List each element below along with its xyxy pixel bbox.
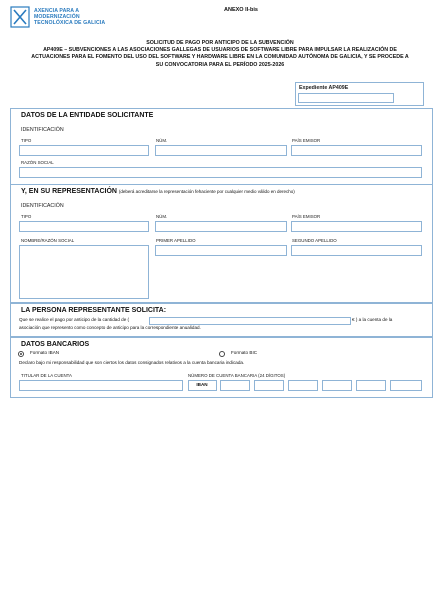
representative-section-title [21,188,295,195]
rep-num-input[interactable] [155,221,287,232]
rep-apellido2-label: SEGUNDO APELLIDO [292,238,337,243]
galicia-logo-icon [10,6,30,28]
rep-tipo-input[interactable] [19,221,149,232]
bic-format-radio[interactable] [219,351,225,357]
holder-input[interactable] [19,380,183,391]
entity-razon-label: RAZÓN SOCIAL [21,160,54,165]
request-text-2: € ) a la cuenta de la [352,317,393,322]
expediente-input[interactable] [298,93,394,103]
account-group-1[interactable] [220,380,250,391]
agency-logo [10,6,120,28]
holder-label: TITULAR DE LA CUENTA [21,373,72,378]
rep-apellido1-input[interactable] [155,245,287,256]
rep-nombre-input[interactable] [19,245,149,299]
rep-nombre-label: NOMBRE/RAZÓN SOCIAL [21,238,75,243]
iban-format-radio[interactable] [18,351,24,357]
entity-pais-label: PAÍS EMISOR [292,138,321,143]
logo-line-2: MODERNIZACIÓN [34,14,80,20]
document-title [20,40,420,69]
rep-num-label: NÚM. [156,214,168,219]
entity-tipo-input[interactable] [19,145,149,156]
rep-apellido2-input[interactable] [291,245,422,256]
entity-num-label: NÚM. [156,138,168,143]
entity-razon-input[interactable] [19,167,422,178]
rep-tipo-label: TIPO [21,214,32,219]
request-text-1: Que se realice el pago por anticipo de la cantidad de ( [19,317,130,322]
rep-identification-label: IDENTIFICACIÓN [21,203,64,209]
representative-note: (deberá acreditarse la representación fehaciente por cualquier medio válido en derecho) [118,189,295,194]
request-text-3: asociación que represento como concepto de anticipo para la correspondiente anualidad. [19,325,201,330]
iban-label: IBAN [196,382,208,387]
representative-title-text: Y, EN SU REPRESENTACIÓN [21,188,117,195]
entity-tipo-label: TIPO [21,138,32,143]
account-group-3[interactable] [288,380,318,391]
entity-section-title: DATOS DE LA ENTIDADE SOLICITANTE [21,112,154,119]
iban-format-label: Formato IBAN [30,350,60,355]
entity-identification-label: IDENTIFICACIÓN [21,127,64,133]
account-group-2[interactable] [254,380,284,391]
logo-line-3: TECNOLÓXICA DE GALICIA [34,20,106,26]
title-line-1: SOLICITUD DE PAGO POR ANTICIPO DE LA SUBVENCIÓN [146,40,294,46]
title-line-4: SU CONVOCATORIA PARA EL PERÍODO 2025-2026 [155,61,285,68]
expediente-label: Expediente AP409E [299,85,349,91]
logo-line-1: AXENCIA PARA A [34,8,80,14]
title-line-3: ACTUACIONES PARA EL FOMENTO DEL USO DEL SOFTWARE Y HARDWARE LIBRE EN LA COMUNIDAD AUTÓNOMA DE GALICIA, Y SE PROCEDE A [31,54,409,61]
title-line-2: AP409E – SUBVENCIONES A LAS ASOCIACIONES GALLEGAS DE USUARIOS DE SOFTWARE LIBRE PARA IMPULSAR LA REALIZACIÓN DE [43,47,397,54]
bank-section-title: DATOS BANCARIOS [21,341,90,348]
account-group-6[interactable] [390,380,422,391]
account-group-5[interactable] [356,380,386,391]
bic-format-label: Formato BIC [231,350,258,355]
account-group-4[interactable] [322,380,352,391]
rep-apellido1-label: PRIMER APELLIDO [156,238,196,243]
rep-pais-label: PAÍS EMISOR [292,214,321,219]
bank-declaration: Declaro bajo mi responsabilidad que son ciertos los datos consignados relativos a la cuenta bancaria indicada. [19,360,245,365]
entity-num-input[interactable] [155,145,287,156]
annex-label: ANEXO II-bis [224,7,258,13]
entity-pais-input[interactable] [291,145,422,156]
rep-pais-input[interactable] [291,221,422,232]
request-section-title: LA PERSONA REPRESENTANTE SOLICITA: [21,307,167,314]
account-label: NÚMERO DE CUENTA BANCARIA (24 DÍGITOS) [188,373,286,378]
